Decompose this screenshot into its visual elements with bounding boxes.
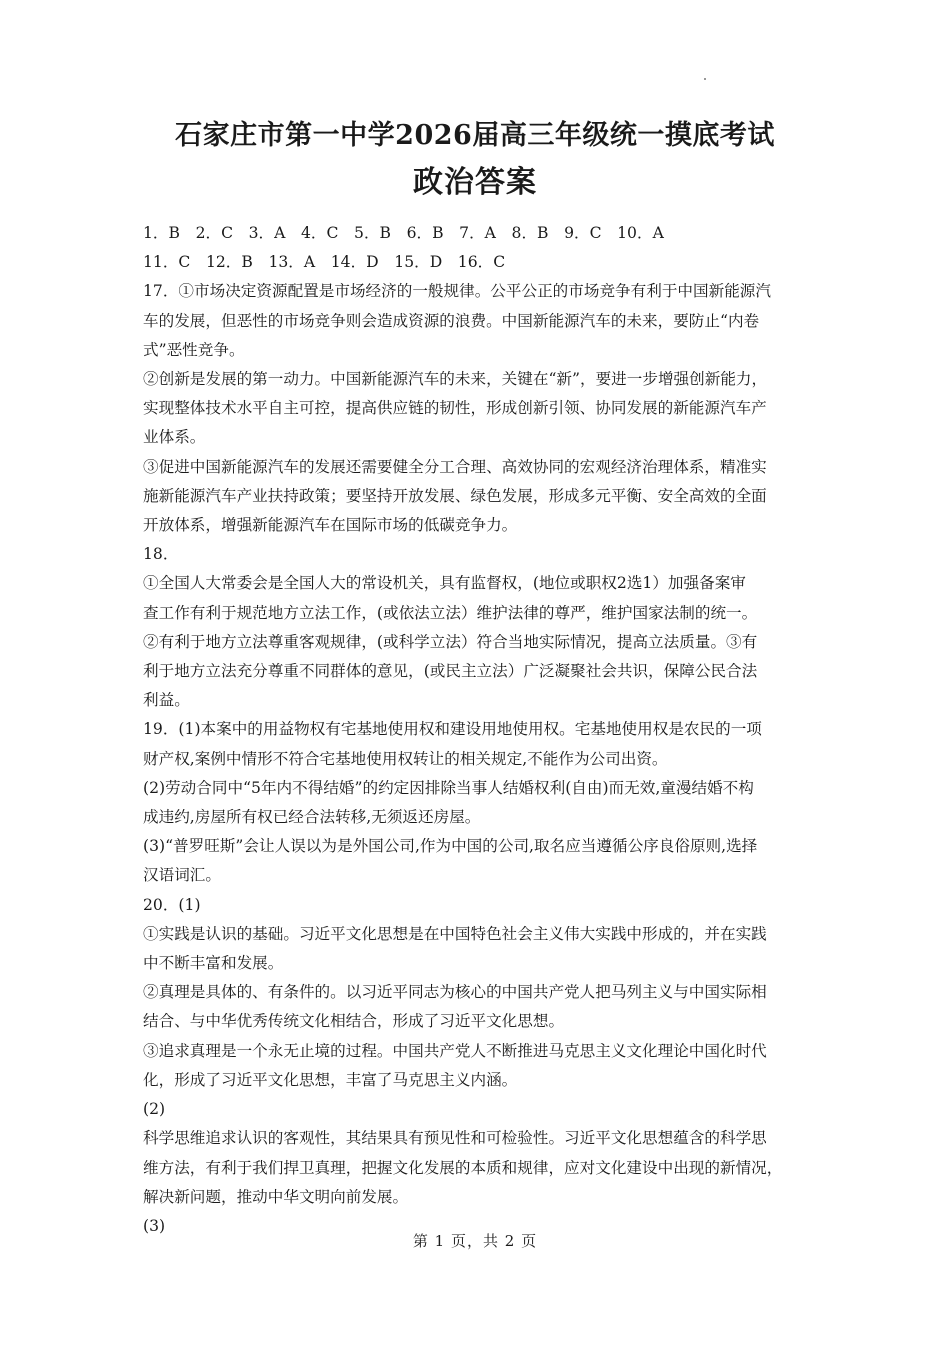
text-line: (3)“普罗旺斯”会让人误以为是外国公司,作为中国的公司,取名应当遵循公序良俗原则,选择 [143, 837, 758, 856]
text-line: 结合、与中华优秀传统文化相结合，形成了习近平文化思想。 [143, 1012, 565, 1031]
text-line: ③追求真理是一个永无止境的过程。中国共产党人不断推进马克思主义文化理论中国化时代 [143, 1041, 767, 1060]
text-line: ②有利于地方立法尊重客观规律，(或科学立法）符合当地实际情况，提高立法质量。③有 [143, 632, 758, 651]
text-line: ②真理是具体的、有条件的。以习近平同志为核心的中国共产党人把马列主义与中国实际相 [143, 983, 767, 1002]
text-line: 利益。 [143, 691, 190, 710]
text-line: 17．①市场决定资源配置是市场经济的一般规律。公平公正的市场竞争有利于中国新能源汽 [143, 282, 771, 301]
text-line: 11．C 12．B 13．A 14．D 15．D 16．C [143, 253, 506, 272]
text-line: ①全国人大常委会是全国人大的常设机关，具有监督权，(地位或职权2选1）加强备案审 [143, 574, 746, 593]
text-line: 18． [143, 545, 179, 564]
text-line: 化，形成了习近平文化思想，丰富了马克思主义内涵。 [143, 1070, 518, 1089]
text-line: 解决新问题，推动中华文明向前发展。 [143, 1187, 409, 1206]
text-line: ③促进中国新能源汽车的发展还需要健全分工合理、高效协同的宏观经济治理体系，精准实 [143, 457, 767, 476]
text-line: 科学思维追求认识的客观性，其结果具有预见性和可检验性。习近平文化思想蕴含的科学思 [143, 1129, 767, 1148]
text-line: 汉语词汇。 [143, 866, 221, 885]
text-line: 开放体系，增强新能源汽车在国际市场的低碳竞争力。 [143, 516, 518, 535]
text-line: 式”恶性竞争。 [143, 340, 245, 359]
text-line: (2)劳动合同中“5年内不得结婚”的约定因排除当事人结婚权利(自由)而无效,童漫结婚不构 [143, 778, 754, 797]
text-line: 19．(1)本案中的用益物权有宅基地使用权和建设用地使用权。宅基地使用权是农民的一项 [143, 720, 762, 739]
scan-dot [704, 78, 706, 80]
answer-content [143, 219, 808, 1241]
text-line: 利于地方立法充分尊重不同群体的意见，(或民主立法）广泛凝聚社会共识，保障公民合法 [143, 662, 758, 681]
text-line: (2) [143, 1100, 166, 1119]
text-line: 施新能源汽车产业扶持政策；要坚持开放发展、绿色发展，形成多元平衡、安全高效的全面 [143, 486, 767, 505]
page-footer: 第 1 页，共 2 页 [412, 1232, 538, 1250]
text-line: 20．(1) [143, 895, 201, 914]
text-line: ①实践是认识的基础。习近平文化思想是在中国特色社会主义伟大实践中形成的，并在实践 [143, 924, 767, 943]
text-line: 维方法，有利于我们捍卫真理，把握文化发展的本质和规律，应对文化建设中出现的新情况， [143, 1158, 783, 1177]
text-line: 车的发展，但恶性的市场竞争则会造成资源的浪费。中国新能源汽车的未来，要防止“内卷 [143, 311, 760, 330]
text-line: 中不断丰富和发展。 [143, 954, 284, 973]
document-subtitle: 政治答案 [413, 165, 537, 200]
text-line: 查工作有利于规范地方立法工作，(或依法立法）维护法律的尊严，维护国家法制的统一。 [143, 603, 758, 622]
text-line: 财产权,案例中情形不符合宅基地使用权转让的相关规定,不能作为公司出资。 [143, 749, 668, 768]
text-line: ②创新是发展的第一动力。中国新能源汽车的未来，关键在“新”，要进一步增强创新能力， [143, 370, 768, 389]
text-line: 业体系。 [143, 428, 206, 447]
text-line: (3) [143, 1216, 166, 1235]
text-line: 成违约,房屋所有权已经合法转移,无须返还房屋。 [143, 808, 481, 827]
document-title: 石家庄市第一中学2026届高三年级统一摸底考试 [175, 120, 775, 151]
text-line: 1．B 2．C 3．A 4．C 5．B 6．B 7．A 8．B 9．C 10．A [143, 224, 664, 242]
text-line: 实现整体技术水平自主可控，提高供应链的韧性，形成创新引领、协同发展的新能源汽车产 [143, 399, 767, 418]
